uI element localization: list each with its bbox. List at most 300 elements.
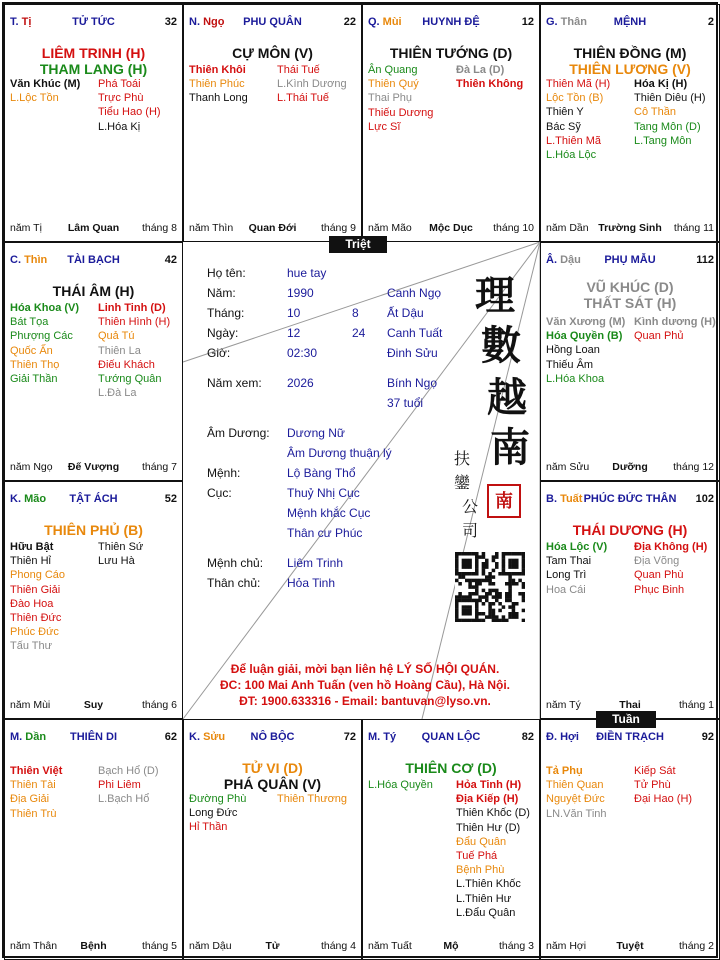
minor-star: L.Hóa Kị [98,120,141,133]
minor-star: Kình dương (H) [634,316,716,328]
minor-star: Đại Hao (H) [634,793,693,806]
house-age: 12 [521,16,534,28]
minor-star: Quả Tú [98,330,135,343]
minor-star: Địa Võng [634,555,680,568]
minor-star: Bác Sỹ [546,120,581,133]
stars-right [634,315,716,343]
minor-star: Tấu Thư [10,640,53,653]
label-menh-chu: Mệnh chủ: [207,556,264,570]
minor-star: Tả Phụ [546,765,583,777]
stars-left [10,77,80,105]
house-month: tháng 5 [141,940,177,952]
minor-star: Nguyệt Đức [546,793,605,806]
house-mui [362,4,540,242]
minor-star: Thiên Đức [10,611,62,624]
house-header [368,731,534,747]
small-calligraphy-char: 鑾 [453,473,470,492]
house-palace-name: TÀI BẠCH [67,254,120,266]
main-stars [541,279,719,311]
minor-star: Ân Quang [368,64,418,76]
label-menh: Mệnh: [207,466,241,480]
value-ngay-duong: 12 [287,326,301,340]
minor-star: Địa Kiếp (H) [456,793,519,806]
house-branch: T. Tị [10,16,32,28]
minor-star: Thiếu Âm [546,358,594,371]
house-tuat [540,481,720,719]
minor-star: Hóa Quyền (B) [546,330,623,343]
minor-star: Thiên La [98,344,141,357]
label-thang: Tháng: [207,306,245,320]
minor-star: Tuế Phá [456,849,498,862]
minor-star: Hỏa Tinh (H) [456,779,522,791]
house-palace-name: PHỤ MẪU [604,254,656,266]
stars-left [10,540,65,654]
house-year: năm Dậu [189,940,232,952]
house-month: tháng 7 [141,461,177,473]
house-header [189,731,356,747]
minor-star: Thiên Phúc [189,78,245,91]
house-suu [183,719,362,960]
minor-star: L.Hóa Quyền [368,779,433,791]
house-year: năm Hợi [546,940,587,952]
house-branch: Q. Mùi [368,16,402,28]
minor-star: Phúc Đức [10,626,59,639]
minor-star: Thiên Hỉ [10,555,51,568]
value-nam-can: Canh Ngọ [387,286,442,300]
house-month: tháng 8 [141,222,177,234]
house-palace-name: HUYNH ĐỆ [422,16,480,28]
stars-left [189,792,246,835]
value-am-duong-2: Âm Dương thuận lý [287,446,392,460]
house-branch: Â. Dậu [546,254,581,266]
minor-star: Đà La (D) [456,64,505,76]
house-ti [4,4,183,242]
house-year: năm Sửu [546,461,590,473]
minor-star: Cô Thần [634,106,676,119]
minor-star: L.Lộc Tồn [10,92,59,105]
house-header [10,731,177,747]
value-am-duong: Dương Nữ [287,426,345,440]
main-stars [5,522,182,538]
minor-star: Văn Khúc (M) [10,78,81,90]
main-star: THẤT SÁT (H) [583,295,677,311]
value-gio: 02:30 [287,346,318,360]
main-star: TỬ VI (D) [242,760,303,776]
minor-star: LN.Văn Tinh [546,807,607,820]
minor-star: Thiên Quý [368,78,419,91]
label-than-chu: Thân chủ: [207,576,261,590]
house-palace-name: TẬT ÁCH [69,493,118,505]
minor-star: Trực Phù [98,92,144,105]
house-month: tháng 11 [673,222,714,234]
house-footer [368,222,534,235]
main-star: THIÊN TƯỚNG (D) [389,45,513,61]
minor-star: Thiên Mã (H) [546,78,611,90]
value-than-chu: Hỏa Tinh [287,576,336,590]
house-footer [10,699,177,712]
house-footer [546,940,714,953]
house-cycle: Đế Vượng [67,461,120,473]
stars-left [546,77,610,162]
stars-right [98,764,159,807]
house-month: tháng 2 [678,940,714,952]
contact-line: Để luận giải, mời bạn liên hệ LÝ SỐ HỘI QUÁN. [230,662,500,676]
house-age: 22 [343,16,356,28]
house-year: năm Mão [368,222,412,234]
stars-right [277,63,347,106]
house-footer [189,222,356,235]
house-cycle: Suy [83,699,104,711]
minor-star: Hóa Lộc (V) [546,541,608,553]
minor-star: Thiên Thương [277,793,348,805]
minor-star: L.Kình Dương [277,78,347,91]
house-palace-name: PHÚC ĐỨC THÂN [583,493,677,505]
minor-star: L.Hóa Lộc [546,148,597,161]
minor-star: Bát Tọa [10,316,49,329]
main-star: LIÊM TRINH (H) [41,45,146,61]
qr-code[interactable] [455,552,525,622]
house-age: 102 [695,493,714,505]
minor-star: Thiên Thọ [10,358,60,371]
minor-star: Thiên Trù [10,807,57,820]
minor-star: Tử Phù [634,779,671,792]
minor-star: Linh Tinh (D) [98,302,166,314]
house-footer [10,461,177,474]
value-thang-duong: 10 [287,306,301,320]
small-calligraphy-char: 公 [461,497,478,516]
value-ngay-can: Canh Tuất [387,326,443,340]
minor-star: Tiểu Hao (H) [98,106,161,119]
house-header [546,16,714,32]
minor-star: Hóa Kị (H) [634,78,688,90]
contact-line: ĐT: 1900.633316 - Email: bantuvan@lyso.vn. [239,694,491,708]
house-header [368,16,534,32]
main-stars [184,45,361,61]
minor-star: Kiếp Sát [634,765,676,777]
minor-star: L.Bạch Hổ [98,793,150,806]
house-month: tháng 9 [320,222,356,234]
house-year: năm Thân [10,940,58,952]
minor-star: Thiên Hình (H) [98,316,171,329]
house-header [546,731,714,747]
calligraphy-char: 理 [475,272,515,319]
minor-star: L.Thiên Mã [546,134,602,147]
house-cycle: Quan Đới [248,222,297,234]
contact-line: ĐC: 100 Mai Anh Tuấn (ven hồ Hoàng Cầu), Hà Nội. [219,678,510,692]
house-cycle: Dưỡng [612,461,648,473]
house-age: 42 [164,254,177,266]
stars-right [98,77,161,134]
minor-star: L.Thiên Khốc [456,878,521,891]
house-ty [362,719,540,960]
minor-star: Phi Liêm [98,779,141,792]
house-palace-name: PHU QUÂN [243,16,302,28]
value-nam-xem-can: Bính Ngọ [387,376,438,390]
value-cuc: Thuỷ Nhị Cục [287,486,360,500]
minor-star: Đào Hoa [10,597,54,610]
value-menh-chu: Liêm Trinh [287,556,344,570]
main-star: PHÁ QUÂN (V) [223,776,322,792]
minor-star: Quốc Ấn [10,344,53,357]
value-cuc-2: Mệnh khắc Cục [287,506,371,520]
house-cycle: Trường Sinh [598,222,662,234]
house-dau [540,242,720,481]
triet-tag: Triệt [329,236,387,253]
label-nam-xem: Năm xem: [207,376,262,390]
house-header [10,16,177,32]
house-palace-name: TỬ TỨC [72,16,115,28]
house-month: tháng 4 [320,940,356,952]
house-cycle: Bệnh [80,940,107,952]
calligraphy-char: 越 [487,374,527,421]
house-footer [10,222,177,235]
house-branch: G. Thân [546,16,587,28]
main-star: CỰ MÔN (V) [232,45,313,61]
minor-star: Điếu Khách [98,358,155,371]
minor-star: Thiên Diêu (H) [634,92,706,105]
minor-star: Lực Sĩ [368,120,401,133]
stars-left [368,778,433,792]
house-age: 32 [164,16,177,28]
main-star: THIÊN LƯƠNG (V) [569,61,691,77]
stars-right [98,301,170,400]
label-am-duong: Âm Dương: [207,426,270,440]
main-star: THÁI DƯƠNG (H) [572,522,688,538]
minor-star: Tang Môn (D) [634,120,701,133]
value-nam-xem: 2026 [287,376,314,390]
main-stars [541,522,719,538]
minor-star: Đường Phù [189,793,247,805]
house-month: tháng 10 [493,222,534,234]
house-age: 92 [701,731,714,743]
house-age: 62 [164,731,177,743]
minor-star: Địa Không (H) [634,541,708,553]
minor-star: Thiên Việt [10,765,63,777]
main-stars [541,45,719,77]
house-age: 82 [521,731,534,743]
stars-left [546,540,607,597]
house-age: 2 [707,16,714,28]
stars-right [634,540,707,597]
minor-star: Thiên Hư (D) [456,821,521,834]
minor-star: Thiên Quan [546,779,604,792]
house-year: năm Thìn [189,222,234,234]
minor-star: Quan Phủ [634,330,684,343]
house-cycle: Tử [265,940,280,952]
minor-star: Bệnh Phù [456,864,505,877]
minor-star: Hóa Khoa (V) [10,302,80,314]
calligraphy-char: 數 [481,322,521,369]
minor-star: Tam Thai [546,555,592,568]
minor-star: L.Đẩu Quân [456,906,516,919]
house-branch: M. Tý [368,731,397,743]
house-header [10,493,177,509]
stars-right [456,778,530,920]
house-header [546,254,714,270]
minor-star: Văn Xương (M) [546,316,626,328]
label-gio: Giờ: [207,346,231,360]
minor-star: L.Hóa Khoa [546,372,605,385]
house-than [540,4,720,242]
house-thin [4,242,183,481]
value-thang-am: 8 [352,306,359,320]
house-cycle: Mộc Dục [429,222,473,234]
label-ho-ten: Họ tên: [207,266,246,280]
house-year: năm Tị [10,222,42,234]
main-star: THAM LANG (H) [39,61,148,77]
house-branch: N. Ngọ [189,16,225,28]
house-year: năm Ngọ [10,461,53,473]
minor-star: Thanh Long [189,92,248,105]
house-dan [4,719,183,960]
horoscope-chart [2,2,718,958]
minor-star: Đẩu Quân [456,835,507,848]
value-thang-can: Ất Dậu [387,306,424,320]
house-cycle: Thai [619,699,641,711]
label-nam: Năm: [207,286,236,300]
house-hoi [540,719,720,960]
minor-star: Tướng Quân [98,372,162,385]
stars-right [98,540,143,568]
main-star: VŨ KHÚC (D) [586,279,674,295]
minor-star: Hoa Cái [546,583,586,596]
minor-star: L.Tang Môn [634,134,692,147]
house-month: tháng 6 [141,699,177,711]
house-year: năm Dần [546,222,589,234]
small-calligraphy-char: 扶 [453,449,470,468]
tuan-tag: Tuần [596,711,656,728]
value-menh: Lộ Bàng Thổ [287,466,356,480]
minor-star: Hữu Bật [10,541,54,553]
stars-left [189,63,248,106]
minor-star: Thiên Khốc (D) [456,807,530,820]
house-palace-name: ĐIỀN TRẠCH [596,731,664,743]
minor-star: Địa Giải [10,793,50,806]
minor-star: Phá Toái [98,78,141,90]
house-branch: K. Mão [10,493,47,505]
minor-star: Thiên Không [456,78,524,91]
house-branch: B. Tuất [546,493,583,505]
house-footer [10,940,177,953]
house-footer [368,940,534,953]
house-cycle: Tuyệt [616,940,644,952]
house-header [189,16,356,32]
house-age: 72 [343,731,356,743]
main-star: THÁI ÂM (H) [52,283,135,299]
value-ngay-am: 24 [352,326,366,340]
minor-star: Lưu Hà [98,555,135,568]
minor-star: Thiên Giải [10,583,61,596]
house-year: năm Tý [546,699,581,711]
minor-star: Hỉ Thần [189,821,228,834]
house-ngo [183,4,362,242]
value-nam: 1990 [287,286,314,300]
chart-center [185,244,542,721]
house-branch: K. Sửu [189,731,226,743]
house-age: 52 [164,493,177,505]
stars-left [368,63,433,134]
house-palace-name: THIÊN DI [69,731,118,743]
minor-star: Phong Cáo [10,569,66,582]
minor-star: Thiên Khôi [189,64,246,76]
stars-left [546,764,607,821]
house-footer [546,461,714,474]
minor-star: Thiếu Dương [368,106,434,119]
main-star: THIÊN PHỦ (B) [44,522,143,538]
minor-star: Thiên Tài [10,779,56,792]
minor-star: Long Đức [189,807,238,820]
minor-star: Giải Thần [10,372,58,385]
minor-star: Thái Tuế [277,64,320,76]
minor-star: Quan Phù [634,569,684,582]
value-cuc-3: Thân cư Phúc [287,526,363,540]
minor-star: Thiên Y [546,106,584,119]
house-branch: C. Thìn [10,254,48,266]
value-ho-ten: hue tay [287,266,327,280]
house-year: năm Mùi [10,699,51,711]
stars-left [10,301,79,386]
house-header [10,254,177,270]
stars-right [456,63,523,91]
house-cycle: Mộ [443,940,459,952]
stars-right [277,792,347,806]
main-star: THIÊN CƠ (D) [405,760,497,776]
minor-star: L.Thiên Hư [456,892,512,905]
minor-star: Phượng Các [10,330,73,343]
house-month: tháng 1 [678,699,714,711]
main-star: THIÊN ĐỒNG (M) [573,45,687,61]
house-cycle: Lâm Quan [67,222,120,234]
minor-star: Thiên Sứ [98,541,144,553]
minor-star: Phục Binh [634,583,685,596]
house-footer [546,222,714,235]
minor-star: L.Thái Tuế [277,92,329,105]
house-month: tháng 12 [673,461,714,473]
stars-left [10,764,62,821]
main-stars [5,283,182,299]
house-mao [4,481,183,719]
house-footer [189,940,356,953]
house-branch: Đ. Hợi [546,731,579,743]
minor-star: Long Trì [546,569,587,582]
house-age: 112 [696,254,714,266]
label-cuc: Cục: [207,486,232,500]
label-ngay: Ngày: [207,326,239,340]
house-palace-name: MỆNH [613,16,647,28]
stars-right [634,764,692,807]
main-stars [184,760,361,792]
minor-star: Thai Phụ [368,92,413,105]
minor-star: Hồng Loan [546,344,600,357]
value-gio-can: Đinh Sửu [387,346,438,360]
red-seal-stamp: 南 [487,484,521,518]
house-month: tháng 3 [498,940,534,952]
calligraphy-char: 南 [490,424,530,471]
house-header [546,493,714,509]
small-calligraphy-char: 司 [461,521,478,540]
house-palace-name: QUAN LỘC [421,731,481,743]
minor-star: Bạch Hổ (D) [98,765,159,777]
main-stars [363,760,539,776]
house-palace-name: NÔ BỘC [250,731,295,743]
stars-right [634,77,706,148]
main-stars [5,45,182,77]
house-branch: M. Dần [10,731,47,743]
minor-star: Lộc Tồn (B) [546,92,604,105]
house-year: năm Tuất [368,940,412,952]
value-tuoi: 37 tuổi [387,396,424,410]
main-stars [363,45,539,61]
